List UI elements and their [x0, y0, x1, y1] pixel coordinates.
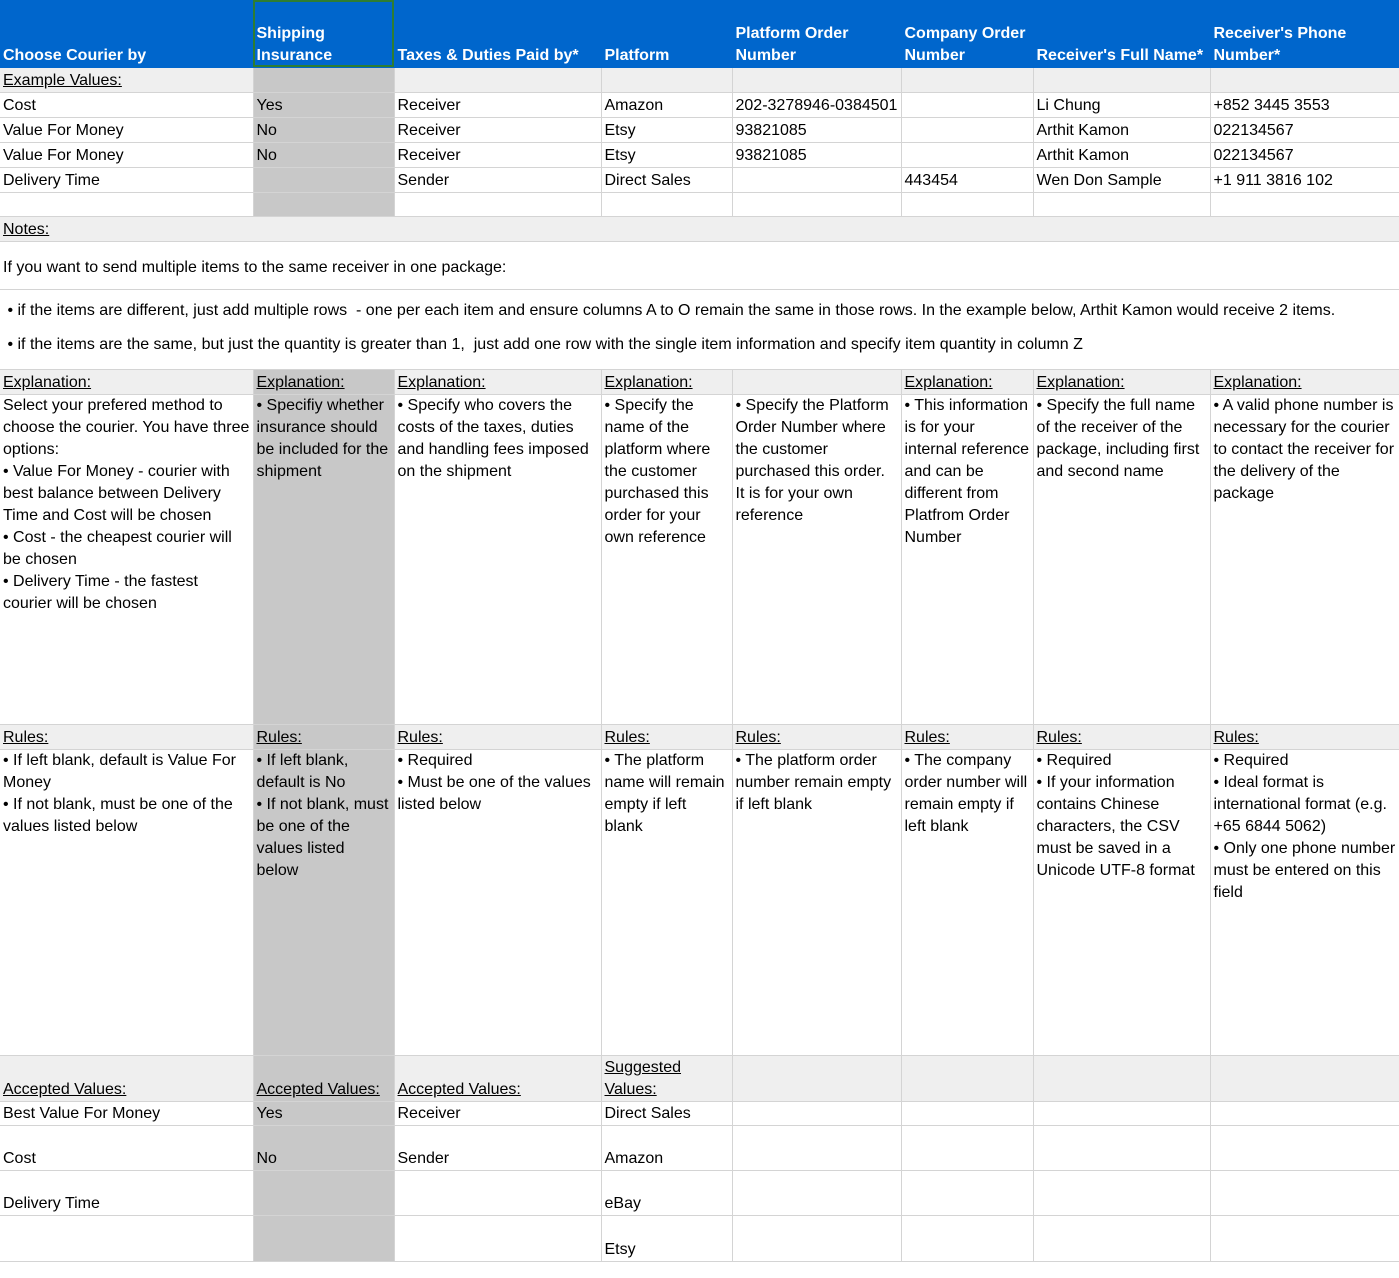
- explanation-shipping-insurance[interactable]: • Specifiy whether insurance should be included for the shipment: [253, 395, 394, 725]
- cell[interactable]: [601, 192, 732, 216]
- cell[interactable]: [253, 1171, 394, 1216]
- cell[interactable]: [1210, 67, 1399, 92]
- cell[interactable]: [1210, 192, 1399, 216]
- rules-label-row: [0, 725, 1399, 750]
- cell[interactable]: No: [253, 142, 394, 167]
- cell[interactable]: [1033, 1126, 1210, 1171]
- header-row: [0, 0, 1399, 67]
- suggested-values-label[interactable]: Suggested Values:: [601, 1056, 732, 1102]
- notes-label[interactable]: Notes:: [0, 216, 1399, 241]
- cell[interactable]: Best Value For Money: [0, 1102, 253, 1126]
- header-platform-order-number[interactable]: Platform Order Number: [732, 0, 901, 67]
- cell[interactable]: [901, 192, 1033, 216]
- explanation-company-order-number[interactable]: • This information is for your internal reference and can be different from Platfrom Order Number: [901, 395, 1033, 725]
- accepted-row: [0, 1126, 1399, 1171]
- cell[interactable]: Direct Sales: [601, 1102, 732, 1126]
- explanation-receiver-name[interactable]: • Specify the full name of the receiver of the package, including first and second name: [1033, 395, 1210, 725]
- cell[interactable]: 202-3278946-0384501: [732, 92, 901, 117]
- header-shipping-insurance[interactable]: Shipping Insurance: [253, 0, 394, 67]
- cell[interactable]: [0, 192, 253, 216]
- example-row: [0, 167, 1399, 192]
- explanation-label[interactable]: Explanation:: [1033, 370, 1210, 395]
- explanation-taxes-duties[interactable]: • Specify who covers the costs of the taxes, duties and handling fees imposed on the shipment: [394, 395, 601, 725]
- explanation-label[interactable]: Explanation:: [1210, 370, 1399, 395]
- note-row: [0, 334, 1399, 370]
- rules-label[interactable]: Rules:: [901, 725, 1033, 750]
- accepted-values-label[interactable]: Accepted Values:: [253, 1056, 394, 1102]
- cell[interactable]: [732, 1126, 901, 1171]
- header-platform[interactable]: Platform: [601, 0, 732, 67]
- accepted-values-label[interactable]: Accepted Values:: [394, 1056, 601, 1102]
- cell[interactable]: [394, 67, 601, 92]
- cell[interactable]: Direct Sales: [601, 167, 732, 192]
- cell[interactable]: [901, 1102, 1033, 1126]
- cell[interactable]: [901, 1171, 1033, 1216]
- cell[interactable]: [601, 67, 732, 92]
- rules-receiver-phone[interactable]: • Required • Ideal format is international format (e.g. +65 6844 5062) • Only one phone number must be entered on this field: [1210, 750, 1399, 1056]
- cell[interactable]: [1210, 1126, 1399, 1171]
- explanation-label[interactable]: Explanation:: [394, 370, 601, 395]
- cell[interactable]: eBay: [601, 1171, 732, 1216]
- cell[interactable]: [1210, 1102, 1399, 1126]
- cell[interactable]: [1210, 1056, 1399, 1102]
- rules-label[interactable]: Rules:: [1210, 725, 1399, 750]
- rules-label[interactable]: Rules:: [0, 725, 253, 750]
- cell[interactable]: Yes: [253, 1102, 394, 1126]
- cell[interactable]: Etsy: [601, 117, 732, 142]
- note-row: [0, 289, 1399, 334]
- accepted-values-label[interactable]: Accepted Values:: [0, 1056, 253, 1102]
- example-row: [0, 142, 1399, 167]
- cell[interactable]: Arthit Kamon: [1033, 117, 1210, 142]
- cell[interactable]: [901, 92, 1033, 117]
- cell[interactable]: [1210, 1171, 1399, 1216]
- rules-choose-courier[interactable]: • If left blank, default is Value For Money • If not blank, must be one of the values listed below: [0, 750, 253, 1056]
- rules-label[interactable]: Rules:: [732, 725, 901, 750]
- cell[interactable]: [394, 1216, 601, 1262]
- note-intro[interactable]: If you want to send multiple items to the same receiver in one package:: [0, 241, 1399, 289]
- explanation-label-row: [0, 370, 1399, 395]
- cell[interactable]: 022134567: [1210, 142, 1399, 167]
- note-different-items[interactable]: • if the items are different, just add multiple rows - one per each item and ensure columns A to O remain the same in those rows. In the example below, Arthit Kamon would receive 2 items.: [3, 301, 1336, 319]
- cell[interactable]: Etsy: [601, 142, 732, 167]
- cell[interactable]: [1033, 1056, 1210, 1102]
- cell[interactable]: [732, 1216, 901, 1262]
- explanation-receiver-phone[interactable]: • A valid phone number is necessary for the courier to contact the receiver for the delivery of the package: [1210, 395, 1399, 725]
- cell[interactable]: Sender: [394, 1126, 601, 1171]
- cell[interactable]: Etsy: [601, 1216, 732, 1262]
- cell[interactable]: [901, 117, 1033, 142]
- cell[interactable]: [901, 1056, 1033, 1102]
- cell[interactable]: 443454: [901, 167, 1033, 192]
- header-taxes-duties[interactable]: Taxes & Duties Paid by*: [394, 0, 601, 67]
- rules-platform[interactable]: • The platform name will remain empty if left blank: [601, 750, 732, 1056]
- explanation-platform-order-number[interactable]: • Specify the Platform Order Number where the customer purchased this order. It is for your own reference: [732, 395, 901, 725]
- cell[interactable]: Wen Don Sample: [1033, 167, 1210, 192]
- header-receiver-name[interactable]: Receiver's Full Name*: [1033, 0, 1210, 67]
- cell[interactable]: [732, 370, 901, 395]
- cell[interactable]: [1033, 1171, 1210, 1216]
- cell[interactable]: Yes: [253, 92, 394, 117]
- cell[interactable]: [1033, 1102, 1210, 1126]
- explanation-choose-courier[interactable]: Select your prefered method to choose the courier. You have three options: • Value For Money - courier with best balance between Delivery Time and Cost will be chosen • Cost - the cheapest courier will be chosen • Delivery Time - the fastest courier will be chosen: [0, 395, 253, 725]
- cell[interactable]: 93821085: [732, 117, 901, 142]
- cell[interactable]: Arthit Kamon: [1033, 142, 1210, 167]
- cell[interactable]: [1033, 67, 1210, 92]
- cell[interactable]: Cost: [0, 1126, 253, 1171]
- cell[interactable]: [732, 1171, 901, 1216]
- header-choose-courier[interactable]: Choose Courier by: [0, 0, 253, 67]
- explanation-label[interactable]: Explanation:: [901, 370, 1033, 395]
- example-row: [0, 117, 1399, 142]
- cell[interactable]: [732, 192, 901, 216]
- cell[interactable]: Amazon: [601, 1126, 732, 1171]
- explanation-label[interactable]: Explanation:: [601, 370, 732, 395]
- cell[interactable]: Value For Money: [0, 117, 253, 142]
- cell[interactable]: [901, 1126, 1033, 1171]
- cell[interactable]: 93821085: [732, 142, 901, 167]
- example-label-row: [0, 67, 1399, 92]
- cell[interactable]: [732, 1056, 901, 1102]
- cell[interactable]: [0, 1216, 253, 1262]
- cell[interactable]: [1033, 192, 1210, 216]
- accepted-label-row: [0, 1056, 1399, 1102]
- rules-platform-order-number[interactable]: • The platform order number remain empty if left blank: [732, 750, 901, 1056]
- cell[interactable]: No: [253, 1126, 394, 1171]
- rules-label[interactable]: Rules:: [1033, 725, 1210, 750]
- rules-label[interactable]: Rules:: [253, 725, 394, 750]
- cell[interactable]: No: [253, 117, 394, 142]
- cell[interactable]: Receiver: [394, 1102, 601, 1126]
- cell[interactable]: Amazon: [601, 92, 732, 117]
- rules-label[interactable]: Rules:: [601, 725, 732, 750]
- header-receiver-phone[interactable]: Receiver's Phone Number*: [1210, 0, 1399, 67]
- cell[interactable]: 022134567: [1210, 117, 1399, 142]
- rules-taxes-duties[interactable]: • Required • Must be one of the values listed below: [394, 750, 601, 1056]
- cell[interactable]: [394, 192, 601, 216]
- accepted-row: [0, 1102, 1399, 1126]
- cell[interactable]: [1210, 1216, 1399, 1262]
- cell[interactable]: [253, 67, 394, 92]
- empty-row: [0, 192, 1399, 216]
- cell[interactable]: +1 911 3816 102: [1210, 167, 1399, 192]
- cell[interactable]: [901, 1216, 1033, 1262]
- explanation-platform[interactable]: • Specify the name of the platform where the customer purchased this order for your own reference: [601, 395, 732, 725]
- example-row: [0, 92, 1399, 117]
- note-row: [0, 241, 1399, 289]
- cell[interactable]: [732, 67, 901, 92]
- explanation-label[interactable]: Explanation:: [253, 370, 394, 395]
- rules-row: [0, 750, 1399, 1056]
- header-company-order-number[interactable]: Company Order Number: [901, 0, 1033, 67]
- cell[interactable]: [901, 142, 1033, 167]
- cell[interactable]: Li Chung: [1033, 92, 1210, 117]
- cell[interactable]: Receiver: [394, 117, 601, 142]
- accepted-row: [0, 1216, 1399, 1262]
- cell[interactable]: [732, 1102, 901, 1126]
- cell[interactable]: [1033, 1216, 1210, 1262]
- rules-company-order-number[interactable]: • The company order number will remain empty if left blank: [901, 750, 1033, 1056]
- note-same-items[interactable]: • if the items are the same, but just the quantity is greater than 1, just add one row with the single item information and specify item quantity in column Z: [0, 334, 1399, 370]
- cell[interactable]: [253, 192, 394, 216]
- cell[interactable]: Value For Money: [0, 142, 253, 167]
- cell[interactable]: Sender: [394, 167, 601, 192]
- rules-label[interactable]: Rules:: [394, 725, 601, 750]
- cell[interactable]: [901, 67, 1033, 92]
- cell[interactable]: Delivery Time: [0, 167, 253, 192]
- cell[interactable]: [253, 167, 394, 192]
- explanation-row: [0, 395, 1399, 725]
- cell[interactable]: Receiver: [394, 142, 601, 167]
- cell[interactable]: [394, 1171, 601, 1216]
- cell[interactable]: +852 3445 3553: [1210, 92, 1399, 117]
- example-values-label[interactable]: Example Values:: [0, 67, 253, 92]
- cell[interactable]: Delivery Time: [0, 1171, 253, 1216]
- cell[interactable]: Cost: [0, 92, 253, 117]
- cell[interactable]: Receiver: [394, 92, 601, 117]
- notes-label-row: [0, 216, 1399, 241]
- rules-receiver-name[interactable]: • Required • If your information contains Chinese characters, the CSV must be saved in a Unicode UTF-8 format: [1033, 750, 1210, 1056]
- explanation-label[interactable]: Explanation:: [0, 370, 253, 395]
- cell[interactable]: [253, 1216, 394, 1262]
- rules-shipping-insurance[interactable]: • If left blank, default is No • If not blank, must be one of the values listed below: [253, 750, 394, 1056]
- accepted-row: [0, 1171, 1399, 1216]
- cell[interactable]: [732, 167, 901, 192]
